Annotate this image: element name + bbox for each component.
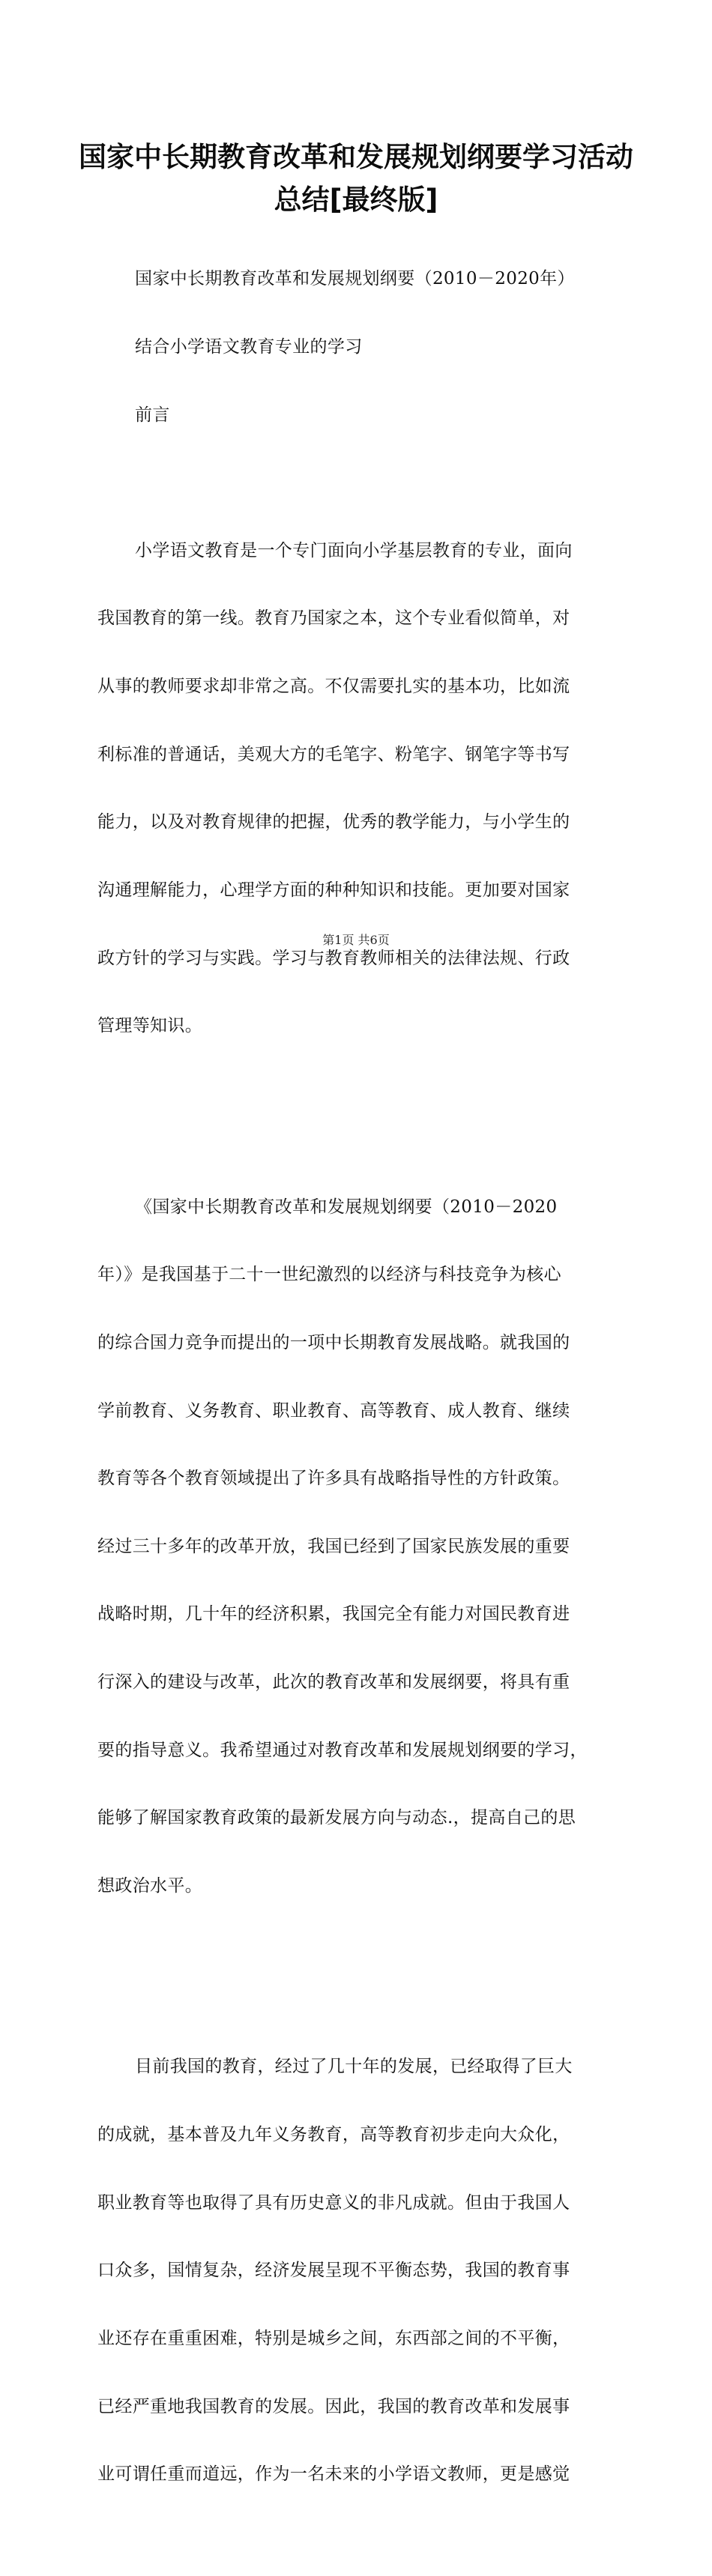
paragraph-line: 行深入的建设与改革，此次的教育改革和发展纲要，将具有重 (97, 1672, 570, 1692)
paragraph-line: 业可谓任重而道远，作为一名未来的小学语文教师，更是感觉 (97, 2464, 570, 2485)
paragraph-2 (97, 1150, 622, 1942)
paragraph-1 (97, 494, 622, 1082)
paragraph-3 (97, 2010, 622, 2531)
subtitle-line-1: 国家中长期教育改革和发展规划纲要（2010－2020年） (135, 269, 575, 289)
paragraph-line: 目前我国的教育，经过了几十年的发展，已经取得了巨大 (135, 2057, 573, 2077)
paragraph-line: 《国家中长期教育改革和发展规划纲要（2010－2020 (135, 1197, 558, 1217)
document-title-line-2: 总结[最终版] (274, 184, 438, 216)
page-footer: 第1页 共6页 (322, 933, 390, 947)
paragraph-line: 年）》是我国基于二十一世纪激烈的以经济与科技竞争为核心 (97, 1265, 561, 1285)
paragraph-line: 教育等各个教育领域提出了许多具有战略指导性的方针政策。 (97, 1469, 570, 1489)
paragraph-line: 我国教育的第一线。教育乃国家之本，这个专业看似简单，对 (97, 608, 570, 629)
paragraph-line: 利标准的普通话，美观大方的毛笔字、粉笔字、钢笔字等书写 (97, 744, 570, 764)
paragraph-line: 能力，以及对教育规律的把握，优秀的教学能力，与小学生的 (97, 812, 570, 832)
document-body (97, 223, 622, 2576)
paragraph-line: 战略时期，几十年的经济积累，我国完全有能力对国民教育进 (97, 1604, 570, 1624)
paragraph-line: 沟通理解能力，心理学方面的种种知识和技能。更加要对国家 (97, 880, 570, 900)
paragraph-line: 的综合国力竞争而提出的一项中长期教育发展战略。就我国的 (97, 1332, 570, 1352)
paragraph-line: 业还存在重重困难，特别是城乡之间，东西部之间的不平衡， (97, 2328, 570, 2348)
paragraph-line: 口众多，国情复杂，经济发展呈现不平衡态势，我国的教育事 (97, 2261, 570, 2281)
paragraph-line: 学前教育、义务教育、职业教育、高等教育、成人教育、继续 (97, 1400, 570, 1421)
paragraph-line: 要的指导意义。我希望通过对教育改革和发展规划纲要的学习， (97, 1740, 588, 1760)
subtitle-line-2: 结合小学语文教育专业的学习 (135, 337, 363, 357)
section-heading: 前言 (135, 405, 170, 425)
paragraph-line: 想政治水平。 (97, 1875, 203, 1896)
paragraph-line: 从事的教师要求却非常之高。不仅需要扎实的基本功，比如流 (97, 677, 570, 697)
paragraph-line: 管理等知识。 (97, 1016, 203, 1036)
paragraph-line: 政方针的学习与实践。学习与教育教师相关的法律法规、行政 (97, 948, 570, 968)
document-title-line-1: 国家中长期教育改革和发展规划纲要学习活动 (79, 141, 633, 173)
paragraph-line: 小学语文教育是一个专门面向小学基层教育的专业，面向 (135, 540, 573, 560)
paragraph-line: 能够了解国家教育政策的最新发展方向与动态.，提高自己的思 (97, 1808, 576, 1828)
paragraph-line: 的成就，基本普及九年义务教育，高等教育初步走向大众化， (97, 2125, 570, 2145)
paragraph-line: 经过三十多年的改革开放，我国已经到了国家民族发展的重要 (97, 1536, 570, 1556)
paragraph-line: 职业教育等也取得了具有历史意义的非凡成就。但由于我国人 (97, 2192, 570, 2213)
paragraph-line: 已经严重地我国教育的发展。因此，我国的教育改革和发展事 (97, 2396, 570, 2416)
